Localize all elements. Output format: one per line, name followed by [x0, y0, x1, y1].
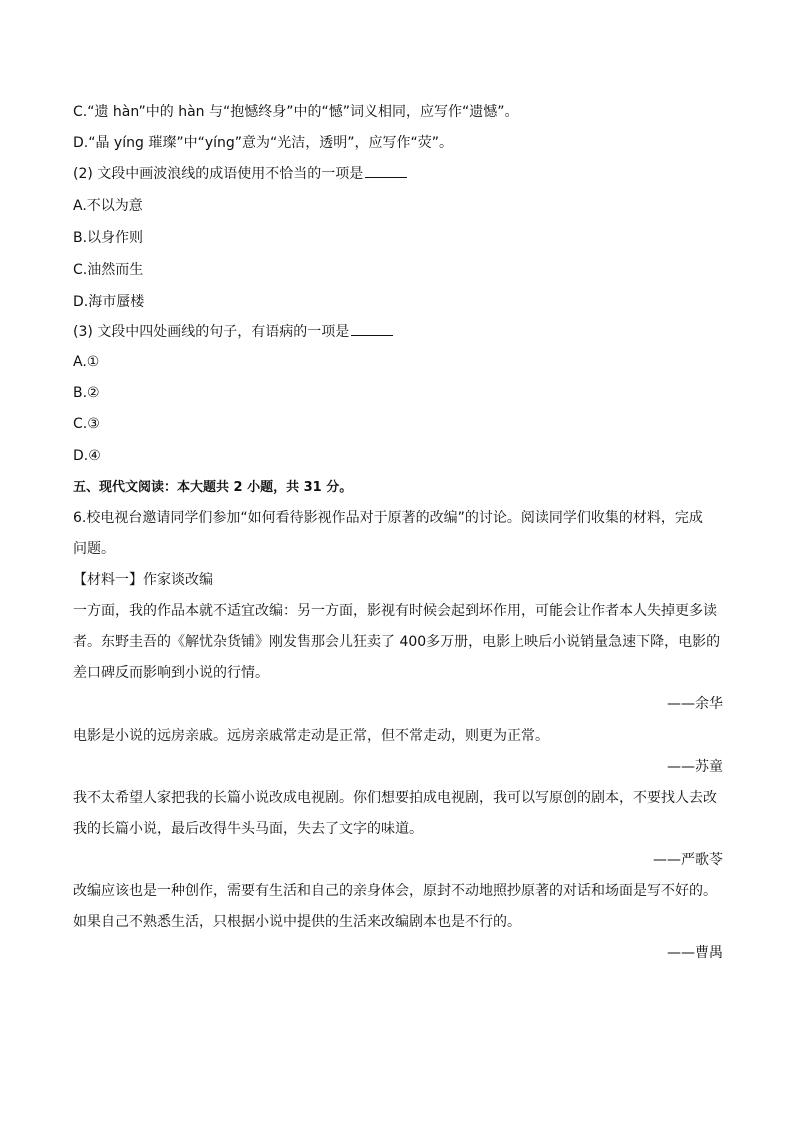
quote-attribution: ——余华	[667, 696, 723, 712]
question-6-line-2: 问题。	[73, 541, 115, 557]
option-c-text: C.“遗 hàn”中的 hàn 与“抱憾终身”中的“憾”词义相同，应写作“遗憾”。	[73, 104, 519, 120]
option-d-text: D.“晶 yíng 璀璨”中“yíng”意为“光洁，透明”，应写作“荧”。	[73, 135, 454, 151]
q2-option-d: D.海市蜃楼	[73, 294, 145, 310]
q2-option-c: C.油然而生	[73, 262, 144, 278]
question-3	[73, 322, 723, 342]
q2-option-b: B.以身作则	[73, 230, 144, 246]
answer-blank	[351, 323, 393, 336]
material-paragraph: 改编应该也是一种创作，需要有生活和自己的亲身体会，原封不动地照抄原著的对话和场面是写不好的。	[73, 883, 717, 899]
answer-blank	[365, 165, 407, 178]
question-2-text: (2) 文段中画波浪线的成语使用不恰当的一项是	[73, 166, 364, 182]
material-paragraph: 我的长篇小说，最后改得牛头马面，失去了文字的味道。	[73, 821, 423, 837]
question-3-text: (3) 文段中四处画线的句子，有语病的一项是	[73, 324, 350, 340]
q3-option-b: B.②	[73, 385, 100, 401]
material-paragraph: 一方面，我的作品本就不适宜改编：另一方面，影视有时候会起到坏作用，可能会让作者本人失掉更多读	[73, 603, 717, 619]
q3-option-d: D.④	[73, 448, 101, 464]
material-1-title: 【材料一】作家谈改编	[73, 572, 213, 588]
quote-attribution: ——苏童	[667, 759, 723, 775]
question-6-line-1: 6.校电视台邀请同学们参加“如何看待影视作品对于原著的改编”的讨论。阅读同学们收集的材料，完成	[73, 510, 703, 526]
section-heading: 五、现代文阅读：本大题共 2 小题，共 31 分。	[73, 480, 353, 495]
material-paragraph: 者。东野圭吾的《解忧杂货铺》刚发售那会儿狂卖了 400多万册，电影上映后小说销量急速下降，电影的	[73, 634, 721, 650]
material-paragraph: 我不太希望人家把我的长篇小说改成电视剧。你们想要拍成电视剧，我可以写原创的剧本，不要找人去改	[73, 790, 717, 806]
quote-attribution: ——严歌苓	[653, 852, 723, 868]
material-paragraph: 如果自己不熟悉生活，只根据小说中提供的生活来改编剧本也是不行的。	[73, 914, 521, 930]
material-paragraph: 差口碑反而影响到小说的行情。	[73, 665, 269, 681]
q2-option-a: A.不以为意	[73, 198, 143, 214]
question-2	[73, 164, 723, 184]
q3-option-c: C.③	[73, 416, 100, 432]
quote-attribution: ——曹禺	[667, 945, 723, 961]
q3-option-a: A.①	[73, 354, 100, 370]
material-paragraph: 电影是小说的远房亲戚。远房亲戚常走动是正常，但不常走动，则更为正常。	[73, 728, 549, 744]
